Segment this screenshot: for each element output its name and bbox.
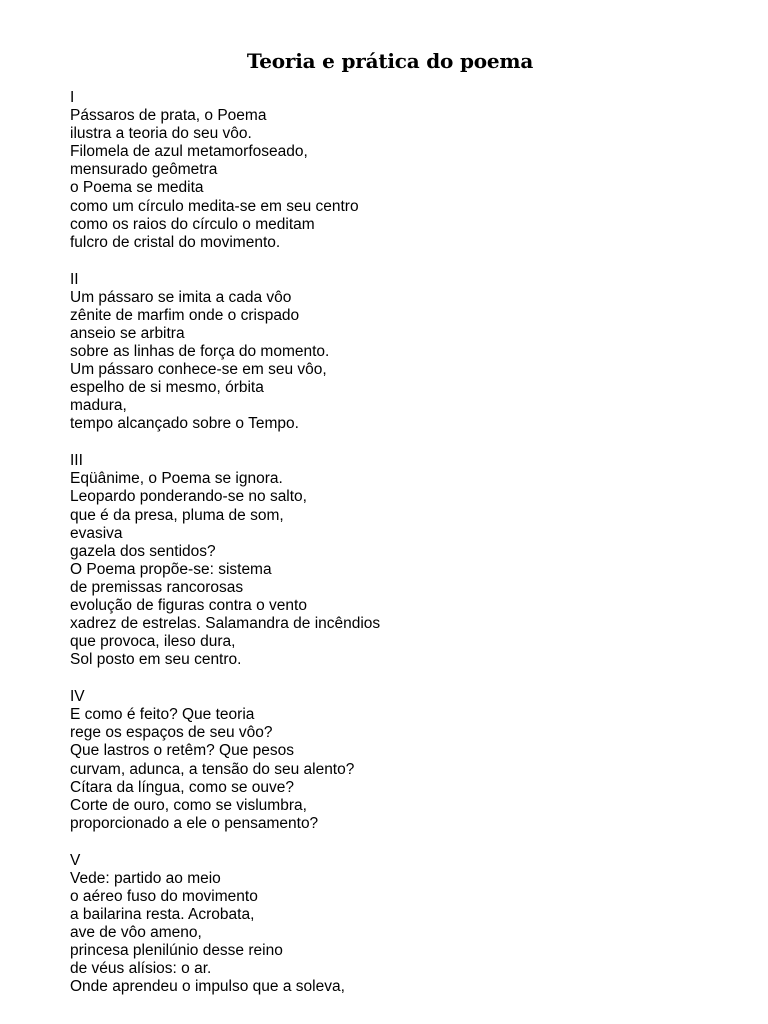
- poem-line: Vede: partido ao meio: [70, 869, 221, 887]
- poem-line: Filomela de azul metamorfoseado,: [70, 143, 308, 161]
- poem-line: Cítara da língua, como se ouve?: [70, 778, 295, 796]
- stanza: [70, 89, 750, 252]
- stanza: [70, 271, 750, 434]
- poem-line: rege os espaços de seu vôo?: [70, 724, 273, 742]
- poem-line: mensurado geômetra: [70, 161, 218, 179]
- poem-line: ave de vôo ameno,: [70, 924, 202, 942]
- poem-title: Teoria e prática do poema: [246, 49, 534, 73]
- poem-line: o aéreo fuso do movimento: [70, 887, 258, 905]
- poem-line: Pássaros de prata, o Poema: [70, 107, 267, 125]
- poem-line: proporcionado a ele o pensamento?: [70, 814, 319, 832]
- stanza: [70, 452, 750, 669]
- stanza-numeral: III: [70, 452, 83, 470]
- stanza-numeral: IV: [70, 688, 85, 706]
- poem-line: E como é feito? Que teoria: [70, 706, 255, 724]
- poem-line: fulcro de cristal do movimento.: [70, 233, 281, 251]
- poem-line: que provoca, ileso dura,: [70, 633, 236, 651]
- poem-line: o Poema se medita: [70, 179, 204, 197]
- poem-line: Onde aprendeu o impulso que a soleva,: [70, 978, 345, 996]
- poem-line: Corte de ouro, como se vislumbra,: [70, 796, 307, 814]
- poem-line: de premissas rancorosas: [70, 578, 244, 596]
- stanza-numeral: I: [70, 89, 75, 106]
- poem-line: que é da presa, pluma de som,: [70, 506, 284, 524]
- poem-line: a bailarina resta. Acrobata,: [70, 906, 255, 924]
- poem-line: xadrez de estrelas. Salamandra de incêndios: [70, 615, 381, 633]
- poem-line: tempo alcançado sobre o Tempo.: [70, 415, 299, 433]
- poem-line: evasiva: [70, 524, 123, 542]
- poem-line: anseio se arbitra: [70, 324, 185, 342]
- stanza: [70, 852, 750, 997]
- poem-line: de véus alísios: o ar.: [70, 960, 212, 978]
- poem-body: [70, 89, 750, 1015]
- poem-line: espelho de si mesmo, órbita: [70, 379, 264, 397]
- poem-line: Um pássaro se imita a cada vôo: [70, 288, 292, 306]
- poem-line: ilustra a teoria do seu vôo.: [70, 125, 252, 143]
- poem-line: como os raios do círculo o meditam: [70, 215, 315, 233]
- stanza-numeral: V: [70, 851, 81, 869]
- stanza: [70, 688, 750, 833]
- poem-line: Eqüânime, o Poema se ignora.: [70, 470, 283, 488]
- poem-line: princesa plenilúnio desse reino: [70, 942, 283, 960]
- poem-line: Sol posto em seu centro.: [70, 651, 242, 669]
- poem-line: O Poema propõe-se: sistema: [70, 560, 272, 578]
- poem-line: Que lastros o retêm? Que pesos: [70, 742, 295, 760]
- poem-line: curvam, adunca, a tensão do seu alento?: [70, 760, 355, 778]
- poem-line: gazela dos sentidos?: [70, 542, 216, 560]
- poem-line: Leopardo ponderando-se no salto,: [70, 488, 307, 506]
- poem-line: zênite de marfim onde o crispado: [70, 306, 300, 324]
- poem-line: Um pássaro conhece-se em seu vôo,: [70, 361, 327, 379]
- poem-line: madura,: [70, 397, 127, 415]
- poem-line: como um círculo medita-se em seu centro: [70, 197, 359, 215]
- poem-line: evolução de figuras contra o vento: [70, 597, 307, 615]
- poem-line: sobre as linhas de força do momento.: [70, 343, 330, 361]
- stanza-numeral: II: [70, 270, 79, 288]
